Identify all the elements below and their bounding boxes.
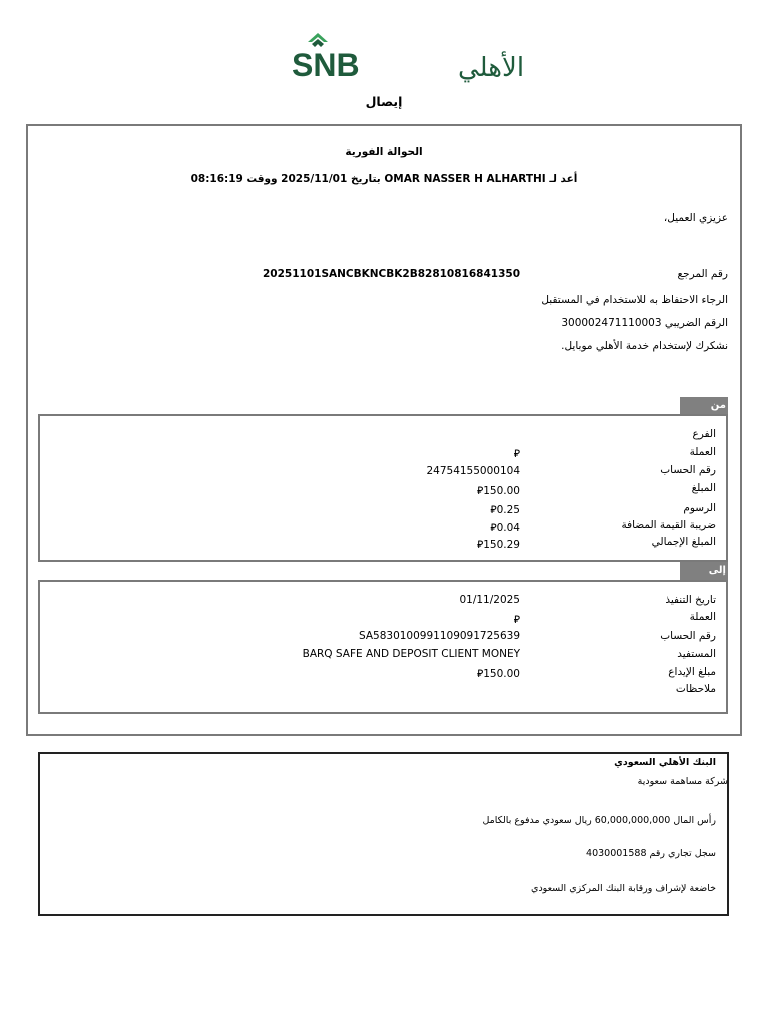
reference-label: رقم المرجع: [677, 268, 728, 280]
logo-latin-text: SNB: [292, 47, 360, 83]
to-date-value: 01/11/2025: [459, 594, 520, 606]
to-notes-label: ملاحظات: [675, 683, 716, 695]
to-currency-value: ⃁: [513, 614, 520, 626]
to-deposit-label: مبلغ الإيداع: [668, 666, 716, 678]
logo-arabic-text: الأهلي: [458, 53, 525, 83]
from-amount-label: المبلغ: [691, 482, 716, 494]
from-total-value: ⃁150.29: [477, 539, 520, 551]
from-total-label: المبلغ الإجمالي: [651, 536, 716, 548]
to-account-value: SA5830100991109091725639: [358, 630, 520, 642]
from-vat-label: ضريبة القيمة المضافة: [621, 519, 716, 531]
to-deposit-value: ⃁150.00: [477, 668, 520, 680]
footer-capital: رأس المال 60,000,000,000 ريال سعودي مدفوع بالكامل: [482, 815, 716, 826]
from-branch-label: الفرع: [692, 428, 716, 440]
from-fees-value: ⃁0.25: [490, 504, 520, 516]
to-section-tag: إلى: [680, 562, 728, 580]
reference-value: 20251101SANCBKNCBK2B82810816841350: [263, 268, 520, 280]
from-vat-value: ⃁0.04: [490, 522, 520, 534]
thanks-note: نشكرك لإستخدام خدمة الأهلي موبايل.: [561, 340, 728, 352]
tax-number: الرقم الضريبي 300002471110003: [561, 317, 728, 329]
to-beneficiary-label: المستفيد: [677, 648, 716, 660]
from-currency-label: العملة: [689, 446, 716, 458]
footer-company-type: شركة مساهمة سعودية: [637, 776, 728, 787]
from-currency-value: ⃁: [513, 448, 520, 460]
to-account-label: رقم الحساب: [660, 630, 716, 642]
document-title: إيصال: [365, 94, 403, 109]
from-amount-value: ⃁150.00: [477, 485, 520, 497]
snb-logo: [290, 30, 525, 83]
from-account-label: رقم الحساب: [660, 464, 716, 476]
from-fees-label: الرسوم: [683, 502, 716, 514]
footer-commercial-register: سجل تجاري رقم 4030001588: [586, 848, 716, 859]
keep-note: الرجاء الاحتفاظ به للاستخدام في المستقبل: [541, 294, 728, 306]
to-currency-label: العملة: [689, 611, 716, 623]
snb-logo-graphic: [290, 30, 525, 83]
to-date-label: تاريخ التنفيذ: [665, 594, 716, 606]
transfer-type: الحوالة الفورية: [345, 146, 423, 158]
from-section-tag: من: [680, 397, 728, 415]
to-beneficiary-value: BARQ SAFE AND DEPOSIT CLIENT MONEY: [302, 648, 520, 660]
footer-supervision: خاضعة لإشراف ورقابة البنك المركزي السعودي: [531, 883, 716, 894]
prepared-for-line: أعد لـ OMAR NASSER H ALHARTHI بتاريخ 2025/11/01 ووقت 08:16:19: [190, 173, 578, 185]
footer-bank-name: البنك الأهلي السعودي: [614, 757, 716, 768]
greeting: عزيزي العميل،: [663, 212, 728, 224]
from-account-value: 24754155000104: [426, 465, 520, 477]
